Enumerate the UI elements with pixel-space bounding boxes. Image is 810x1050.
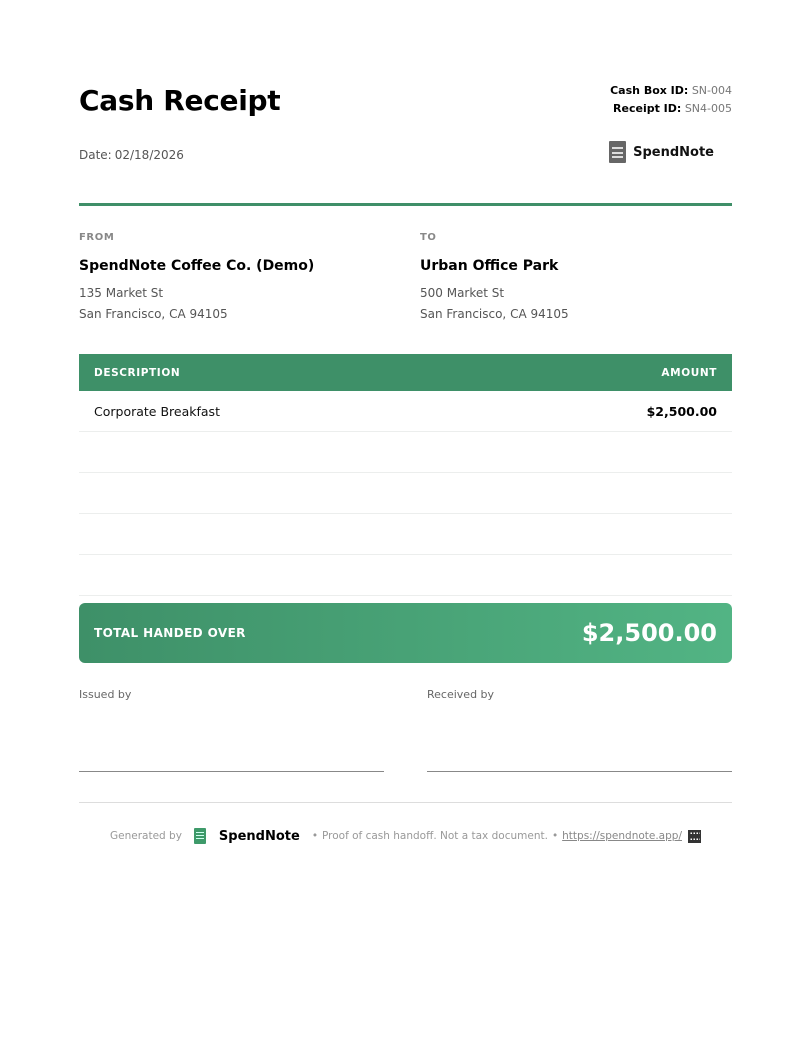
footer-link[interactable]: https://spendnote.app/	[562, 830, 682, 842]
generated-by-label: Generated by	[110, 830, 182, 842]
receipt-date	[79, 148, 184, 162]
from-section	[79, 232, 379, 325]
receipt-icon	[609, 141, 626, 163]
date-value: 02/18/2026	[114, 148, 184, 162]
to-address-line1: 500 Market St	[420, 286, 505, 300]
to-name: Urban Office Park	[420, 258, 559, 274]
receipt-id-value: SN4-005	[684, 102, 732, 115]
brand-name: SpendNote	[633, 144, 714, 160]
date-label: Date:	[79, 148, 112, 162]
table-row	[79, 391, 732, 432]
to-address	[420, 283, 720, 325]
received-by-label: Received by	[427, 688, 495, 701]
issued-by-label: Issued by	[79, 688, 132, 701]
cash-box-id-value: SN-004	[691, 84, 732, 97]
column-description: DESCRIPTION	[94, 366, 181, 379]
receipt-id-label: Receipt ID:	[613, 102, 682, 115]
table-row	[79, 432, 732, 473]
footer-divider	[79, 802, 732, 803]
received-by-signature	[427, 688, 732, 701]
row-description: Corporate Breakfast	[94, 403, 220, 419]
cash-box-id-label: Cash Box ID:	[610, 84, 689, 97]
total-label: TOTAL HANDED OVER	[94, 626, 246, 640]
from-address-line1: 135 Market St	[79, 286, 164, 300]
footer-note: Proof of cash handoff. Not a tax document.	[322, 830, 548, 842]
issued-by-signature-line	[79, 771, 384, 772]
header-divider	[79, 203, 732, 206]
column-amount: AMOUNT	[661, 366, 717, 379]
from-caption: FROM	[79, 232, 115, 243]
brand-logo	[609, 141, 714, 163]
received-by-signature-line	[427, 771, 732, 772]
footer-separator: •	[311, 830, 319, 842]
footer-brand-name: SpendNote	[218, 828, 300, 844]
footer-separator: •	[551, 830, 559, 842]
receipt-ids	[610, 82, 732, 118]
from-name: SpendNote Coffee Co. (Demo)	[79, 258, 315, 274]
total-banner	[79, 603, 732, 663]
from-address	[79, 283, 379, 325]
to-address-line2: San Francisco, CA 94105	[420, 307, 569, 321]
table-row	[79, 555, 732, 596]
receipt-id	[610, 100, 732, 118]
page-title: Cash Receipt	[79, 84, 281, 117]
receipt-page	[79, 0, 732, 1050]
spendnote-logo-icon	[194, 828, 206, 844]
issued-by-signature	[79, 688, 384, 701]
row-amount: $2,500.00	[646, 403, 717, 419]
total-value: $2,500.00	[581, 619, 717, 647]
cash-box-id	[610, 82, 732, 100]
from-address-line2: San Francisco, CA 94105	[79, 307, 228, 321]
table-row	[79, 473, 732, 514]
table-row	[79, 514, 732, 555]
to-section	[420, 232, 720, 325]
footer	[79, 828, 732, 844]
qr-code-icon	[688, 830, 701, 843]
table-header	[79, 354, 732, 391]
to-caption: TO	[420, 232, 437, 243]
